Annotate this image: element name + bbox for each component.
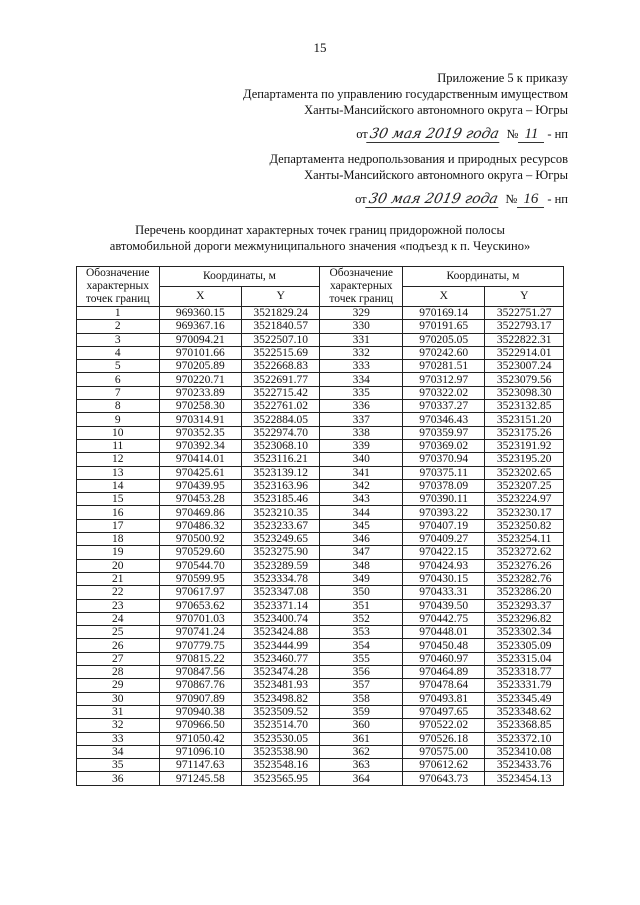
cell-point-left: 4 <box>77 346 160 359</box>
cell-y-right: 3523282.76 <box>485 572 564 585</box>
table-row <box>77 559 564 572</box>
cell-y-right: 3523079.56 <box>485 373 564 386</box>
cell-x-left: 970425.61 <box>159 466 242 479</box>
cell-x-right: 970643.73 <box>402 772 485 785</box>
cell-y-right: 3523195.20 <box>485 453 564 466</box>
cell-point-right: 359 <box>320 705 403 718</box>
cell-x-left: 969360.15 <box>159 307 242 320</box>
cell-x-left: 970258.30 <box>159 400 242 413</box>
header-point-name-right: Обозначение характерных точек границ <box>320 267 403 307</box>
cell-y-left: 3523163.96 <box>242 479 320 492</box>
cell-x-right: 970407.19 <box>402 519 485 532</box>
table-row <box>77 360 564 373</box>
cell-y-left: 3522884.05 <box>242 413 320 426</box>
cell-x-right: 970442.75 <box>402 612 485 625</box>
cell-point-right: 356 <box>320 666 403 679</box>
cell-y-left: 3523424.88 <box>242 626 320 639</box>
cell-y-left: 3522507.10 <box>242 333 320 346</box>
cell-point-left: 12 <box>77 453 160 466</box>
cell-point-right: 337 <box>320 413 403 426</box>
cell-x-right: 970370.94 <box>402 453 485 466</box>
cell-point-left: 30 <box>77 692 160 705</box>
cell-x-left: 970094.21 <box>159 333 242 346</box>
sig2-handwritten-date: 30 мая 2019 года <box>365 191 501 208</box>
cell-y-left: 3521829.24 <box>242 307 320 320</box>
cell-y-left: 3522715.42 <box>242 386 320 399</box>
cell-x-left: 970815.22 <box>159 652 242 665</box>
cell-y-right: 3523454.13 <box>485 772 564 785</box>
appendix-line-5: Ханты-Мансийского автономного округа – Югры <box>304 168 568 182</box>
table-row <box>77 732 564 745</box>
cell-y-right: 3522793.17 <box>485 320 564 333</box>
appendix-line-1: Приложение 5 к приказу <box>437 71 568 85</box>
cell-y-left: 3523530.05 <box>242 732 320 745</box>
cell-y-right: 3523250.82 <box>485 519 564 532</box>
table-row <box>77 599 564 612</box>
header-y-left: Y <box>242 287 320 307</box>
table-row <box>77 666 564 679</box>
cell-point-left: 36 <box>77 772 160 785</box>
cell-y-left: 3522974.70 <box>242 426 320 439</box>
cell-y-right: 3523276.26 <box>485 559 564 572</box>
cell-y-left: 3521840.57 <box>242 320 320 333</box>
cell-point-left: 32 <box>77 719 160 732</box>
table-row <box>77 506 564 519</box>
table-row <box>77 439 564 452</box>
table-row <box>77 626 564 639</box>
cell-y-right: 3523191.92 <box>485 439 564 452</box>
list-title <box>0 222 640 254</box>
cell-point-right: 363 <box>320 759 403 772</box>
cell-y-right: 3523286.20 <box>485 586 564 599</box>
cell-x-left: 970453.28 <box>159 493 242 506</box>
cell-y-left: 3523538.90 <box>242 745 320 758</box>
header-coords-right: Координаты, м <box>402 267 563 287</box>
table-row <box>77 426 564 439</box>
cell-x-right: 970422.15 <box>402 546 485 559</box>
cell-x-left: 970966.50 <box>159 719 242 732</box>
coordinates-table-body <box>77 307 564 786</box>
table-row <box>77 586 564 599</box>
cell-point-left: 23 <box>77 599 160 612</box>
cell-x-left: 970907.89 <box>159 692 242 705</box>
cell-point-right: 335 <box>320 386 403 399</box>
cell-point-right: 364 <box>320 772 403 785</box>
cell-point-left: 33 <box>77 732 160 745</box>
cell-x-left: 970529.60 <box>159 546 242 559</box>
table-row <box>77 400 564 413</box>
cell-point-right: 329 <box>320 307 403 320</box>
cell-y-left: 3523444.99 <box>242 639 320 652</box>
table-row <box>77 572 564 585</box>
signature-line-2 <box>243 191 568 208</box>
cell-x-right: 970169.14 <box>402 307 485 320</box>
cell-y-right: 3523433.76 <box>485 759 564 772</box>
cell-point-left: 7 <box>77 386 160 399</box>
cell-x-right: 970433.31 <box>402 586 485 599</box>
cell-y-right: 3523132.85 <box>485 400 564 413</box>
cell-point-left: 10 <box>77 426 160 439</box>
cell-y-left: 3523289.59 <box>242 559 320 572</box>
table-row <box>77 333 564 346</box>
cell-y-right: 3522822.31 <box>485 333 564 346</box>
table-row <box>77 479 564 492</box>
cell-y-right: 3523296.82 <box>485 612 564 625</box>
coordinates-table <box>76 266 564 786</box>
cell-point-right: 352 <box>320 612 403 625</box>
cell-y-right: 3523293.37 <box>485 599 564 612</box>
cell-point-left: 2 <box>77 320 160 333</box>
cell-point-left: 14 <box>77 479 160 492</box>
cell-point-right: 350 <box>320 586 403 599</box>
cell-x-left: 970847.56 <box>159 666 242 679</box>
cell-point-right: 338 <box>320 426 403 439</box>
cell-y-left: 3523233.67 <box>242 519 320 532</box>
cell-x-right: 970460.97 <box>402 652 485 665</box>
cell-y-left: 3523068.10 <box>242 439 320 452</box>
cell-point-right: 334 <box>320 373 403 386</box>
cell-x-left: 970867.76 <box>159 679 242 692</box>
sig1-suffix: - нп <box>547 127 568 141</box>
table-row <box>77 772 564 785</box>
cell-point-left: 34 <box>77 745 160 758</box>
cell-x-left: 970779.75 <box>159 639 242 652</box>
cell-x-left: 970469.86 <box>159 506 242 519</box>
list-title-line-2: автомобильной дороги межмуниципального значения «подъезд к п. Чеускино» <box>109 239 531 253</box>
table-row <box>77 745 564 758</box>
cell-x-right: 970612.62 <box>402 759 485 772</box>
cell-x-left: 970439.95 <box>159 479 242 492</box>
cell-point-right: 353 <box>320 626 403 639</box>
cell-x-right: 970359.97 <box>402 426 485 439</box>
table-row <box>77 413 564 426</box>
cell-y-right: 3523254.11 <box>485 533 564 546</box>
cell-point-left: 22 <box>77 586 160 599</box>
cell-point-left: 3 <box>77 333 160 346</box>
cell-point-left: 9 <box>77 413 160 426</box>
cell-y-right: 3523348.62 <box>485 705 564 718</box>
cell-x-left: 970101.66 <box>159 346 242 359</box>
cell-point-right: 340 <box>320 453 403 466</box>
header-x-left: X <box>159 287 242 307</box>
cell-point-right: 332 <box>320 346 403 359</box>
header-coords-left: Координаты, м <box>159 267 320 287</box>
header-point-name-left: Обозначение характерных точек границ <box>77 267 160 307</box>
cell-point-left: 6 <box>77 373 160 386</box>
cell-y-right: 3523410.08 <box>485 745 564 758</box>
header-x-right: X <box>402 287 485 307</box>
cell-point-right: 331 <box>320 333 403 346</box>
cell-x-left: 970544.70 <box>159 559 242 572</box>
cell-point-right: 347 <box>320 546 403 559</box>
cell-x-left: 970486.32 <box>159 519 242 532</box>
cell-y-right: 3523372.10 <box>485 732 564 745</box>
cell-x-left: 971245.58 <box>159 772 242 785</box>
cell-point-left: 20 <box>77 559 160 572</box>
cell-point-left: 28 <box>77 666 160 679</box>
sig2-handwritten-number: 16 <box>517 191 544 208</box>
cell-point-right: 345 <box>320 519 403 532</box>
cell-point-left: 18 <box>77 533 160 546</box>
cell-y-right: 3523345.49 <box>485 692 564 705</box>
cell-point-left: 15 <box>77 493 160 506</box>
cell-x-left: 969367.16 <box>159 320 242 333</box>
cell-x-left: 970205.89 <box>159 360 242 373</box>
cell-x-left: 970233.89 <box>159 386 242 399</box>
cell-y-right: 3522751.27 <box>485 307 564 320</box>
cell-y-right: 3523318.77 <box>485 666 564 679</box>
cell-x-right: 970375.11 <box>402 466 485 479</box>
cell-x-left: 970352.35 <box>159 426 242 439</box>
cell-x-left: 970617.97 <box>159 586 242 599</box>
cell-y-right: 3523207.25 <box>485 479 564 492</box>
table-row <box>77 320 564 333</box>
cell-point-left: 21 <box>77 572 160 585</box>
cell-point-right: 346 <box>320 533 403 546</box>
cell-y-right: 3523331.79 <box>485 679 564 692</box>
cell-point-left: 13 <box>77 466 160 479</box>
cell-point-right: 361 <box>320 732 403 745</box>
cell-y-left: 3523371.14 <box>242 599 320 612</box>
cell-point-right: 342 <box>320 479 403 492</box>
cell-x-right: 970346.43 <box>402 413 485 426</box>
cell-point-left: 31 <box>77 705 160 718</box>
table-row <box>77 453 564 466</box>
cell-y-left: 3523347.08 <box>242 586 320 599</box>
appendix-header <box>243 70 568 208</box>
cell-x-right: 970393.22 <box>402 506 485 519</box>
table-row <box>77 692 564 705</box>
cell-point-right: 330 <box>320 320 403 333</box>
cell-point-right: 360 <box>320 719 403 732</box>
sig2-number-sign: № <box>505 192 518 206</box>
cell-x-left: 970701.03 <box>159 612 242 625</box>
table-row <box>77 373 564 386</box>
cell-x-right: 970575.00 <box>402 745 485 758</box>
cell-point-right: 333 <box>320 360 403 373</box>
cell-point-right: 362 <box>320 745 403 758</box>
cell-y-right: 3523151.20 <box>485 413 564 426</box>
appendix-line-3: Ханты-Мансийского автономного округа – Югры <box>304 103 568 117</box>
cell-y-right: 3523368.85 <box>485 719 564 732</box>
cell-y-right: 3523175.26 <box>485 426 564 439</box>
cell-y-right: 3523302.34 <box>485 626 564 639</box>
cell-y-left: 3523210.35 <box>242 506 320 519</box>
table-row <box>77 705 564 718</box>
table-row <box>77 652 564 665</box>
cell-point-right: 341 <box>320 466 403 479</box>
page-number: 15 <box>313 40 327 55</box>
cell-point-right: 354 <box>320 639 403 652</box>
cell-point-right: 344 <box>320 506 403 519</box>
cell-x-right: 970450.48 <box>402 639 485 652</box>
table-row <box>77 639 564 652</box>
cell-x-right: 970378.09 <box>402 479 485 492</box>
cell-y-left: 3523514.70 <box>242 719 320 732</box>
cell-x-left: 970599.95 <box>159 572 242 585</box>
cell-y-left: 3522691.77 <box>242 373 320 386</box>
cell-y-left: 3523481.93 <box>242 679 320 692</box>
cell-point-right: 339 <box>320 439 403 452</box>
appendix-line-4: Департамента недропользования и природных ресурсов <box>269 152 568 166</box>
cell-y-right: 3523098.30 <box>485 386 564 399</box>
cell-x-right: 970322.02 <box>402 386 485 399</box>
cell-x-left: 970500.92 <box>159 533 242 546</box>
sig1-handwritten-number: 11 <box>518 126 544 143</box>
table-row <box>77 307 564 320</box>
cell-point-left: 29 <box>77 679 160 692</box>
cell-x-right: 970439.50 <box>402 599 485 612</box>
cell-x-right: 970522.02 <box>402 719 485 732</box>
cell-y-left: 3523460.77 <box>242 652 320 665</box>
cell-x-right: 970390.11 <box>402 493 485 506</box>
sig1-number-sign: № <box>506 127 519 141</box>
cell-x-left: 970392.34 <box>159 439 242 452</box>
cell-y-left: 3523400.74 <box>242 612 320 625</box>
table-row <box>77 493 564 506</box>
cell-x-right: 970448.01 <box>402 626 485 639</box>
appendix-line-2: Департамента по управлению государственным имуществом <box>243 87 568 101</box>
cell-y-right: 3523230.17 <box>485 506 564 519</box>
cell-point-left: 35 <box>77 759 160 772</box>
cell-point-right: 348 <box>320 559 403 572</box>
cell-point-left: 27 <box>77 652 160 665</box>
cell-point-left: 16 <box>77 506 160 519</box>
cell-x-right: 970430.15 <box>402 572 485 585</box>
cell-y-left: 3523275.90 <box>242 546 320 559</box>
cell-point-left: 5 <box>77 360 160 373</box>
cell-x-right: 970337.27 <box>402 400 485 413</box>
cell-x-left: 970414.01 <box>159 453 242 466</box>
cell-x-right: 970369.02 <box>402 439 485 452</box>
cell-x-right: 970205.05 <box>402 333 485 346</box>
cell-y-left: 3523249.65 <box>242 533 320 546</box>
cell-y-right: 3523315.04 <box>485 652 564 665</box>
cell-y-left: 3523116.21 <box>242 453 320 466</box>
cell-point-right: 357 <box>320 679 403 692</box>
cell-x-right: 970409.27 <box>402 533 485 546</box>
cell-point-left: 17 <box>77 519 160 532</box>
table-row <box>77 759 564 772</box>
sig1-handwritten-date: 30 мая 2019 года <box>366 126 502 143</box>
table-row <box>77 679 564 692</box>
table-row <box>77 386 564 399</box>
cell-x-right: 970281.51 <box>402 360 485 373</box>
table-row <box>77 533 564 546</box>
cell-x-right: 970424.93 <box>402 559 485 572</box>
cell-y-left: 3523509.52 <box>242 705 320 718</box>
cell-x-right: 970478.64 <box>402 679 485 692</box>
cell-x-left: 971096.10 <box>159 745 242 758</box>
cell-y-right: 3523202.65 <box>485 466 564 479</box>
cell-y-left: 3522761.02 <box>242 400 320 413</box>
cell-point-left: 26 <box>77 639 160 652</box>
cell-point-right: 343 <box>320 493 403 506</box>
list-title-line-1: Перечень координат характерных точек границ придорожной полосы <box>135 223 505 237</box>
cell-point-left: 19 <box>77 546 160 559</box>
cell-x-right: 970497.65 <box>402 705 485 718</box>
table-row <box>77 719 564 732</box>
cell-x-right: 970493.81 <box>402 692 485 705</box>
cell-point-right: 336 <box>320 400 403 413</box>
cell-x-left: 970741.24 <box>159 626 242 639</box>
cell-point-right: 355 <box>320 652 403 665</box>
cell-x-left: 970940.38 <box>159 705 242 718</box>
cell-y-left: 3523548.16 <box>242 759 320 772</box>
cell-point-left: 11 <box>77 439 160 452</box>
table-header-row-1 <box>77 267 564 287</box>
cell-y-left: 3523139.12 <box>242 466 320 479</box>
cell-x-right: 970526.18 <box>402 732 485 745</box>
table-row <box>77 546 564 559</box>
cell-y-left: 3523498.82 <box>242 692 320 705</box>
table-row <box>77 466 564 479</box>
table-row <box>77 346 564 359</box>
cell-point-right: 351 <box>320 599 403 612</box>
cell-x-right: 970191.65 <box>402 320 485 333</box>
cell-x-right: 970242.60 <box>402 346 485 359</box>
cell-y-right: 3523272.62 <box>485 546 564 559</box>
cell-point-left: 8 <box>77 400 160 413</box>
cell-y-left: 3522668.83 <box>242 360 320 373</box>
cell-x-left: 970220.71 <box>159 373 242 386</box>
table-row <box>77 519 564 532</box>
header-y-right: Y <box>485 287 564 307</box>
cell-point-left: 1 <box>77 307 160 320</box>
cell-y-left: 3523474.28 <box>242 666 320 679</box>
table-row <box>77 612 564 625</box>
cell-x-right: 970464.89 <box>402 666 485 679</box>
cell-y-left: 3522515.69 <box>242 346 320 359</box>
cell-y-right: 3523224.97 <box>485 493 564 506</box>
sig1-prefix: от <box>356 127 368 141</box>
cell-y-left: 3523565.95 <box>242 772 320 785</box>
cell-point-right: 349 <box>320 572 403 585</box>
sig2-prefix: от <box>355 192 367 206</box>
cell-y-right: 3523007.24 <box>485 360 564 373</box>
cell-y-left: 3523334.78 <box>242 572 320 585</box>
cell-point-right: 358 <box>320 692 403 705</box>
cell-x-right: 970312.97 <box>402 373 485 386</box>
cell-point-left: 24 <box>77 612 160 625</box>
cell-point-left: 25 <box>77 626 160 639</box>
cell-x-left: 971050.42 <box>159 732 242 745</box>
sig2-suffix: - нп <box>547 192 568 206</box>
cell-x-left: 971147.63 <box>159 759 242 772</box>
cell-y-right: 3523305.09 <box>485 639 564 652</box>
cell-y-right: 3522914.01 <box>485 346 564 359</box>
cell-x-left: 970314.91 <box>159 413 242 426</box>
cell-y-left: 3523185.46 <box>242 493 320 506</box>
cell-x-left: 970653.62 <box>159 599 242 612</box>
signature-line-1 <box>243 126 568 143</box>
